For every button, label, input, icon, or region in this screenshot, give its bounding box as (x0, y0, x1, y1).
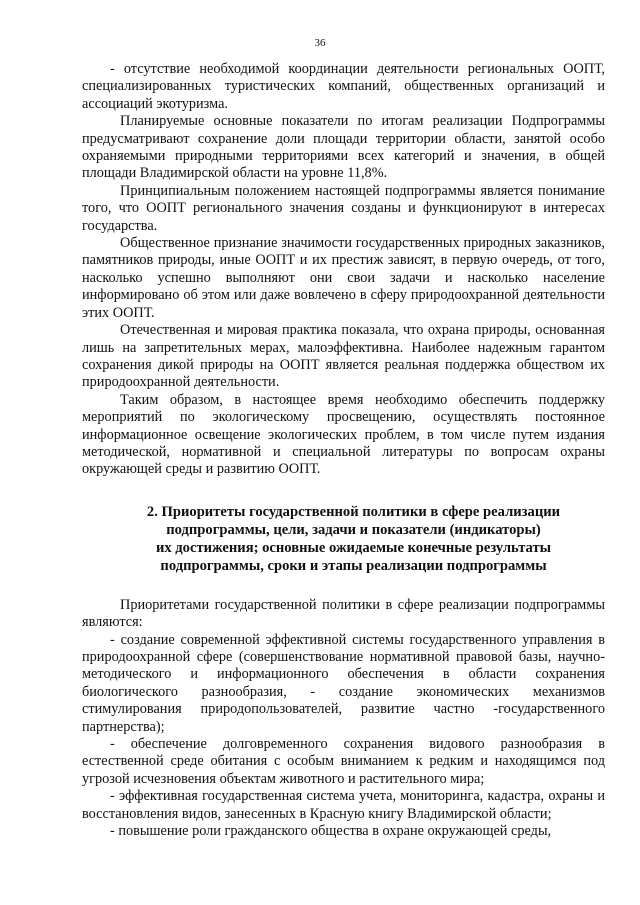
list-item-priority: - повышение роли гражданского общества в охране окружающей среды, (110, 823, 552, 840)
paragraph-indicators: Планируемые основные показатели по итогам реализации Подпрограммы предусматривают сохранение доли площади территории области, занятой особо охраняемыми природными территориями всех категорий и значения, в общей площади Владимирской области на уровне 11,8%. (82, 113, 605, 182)
section-heading-line: подпрограммы, цели, задачи и показатели (индикаторы) (166, 521, 541, 538)
paragraph-principle: Принципиальным положением настоящей подпрограммы является понимание того, что ООПТ регионального значения созданы и функционируют в интересах государства. (82, 182, 605, 234)
page-number: 36 (314, 37, 326, 49)
list-item-priority: - обеспечение долговременного сохранения видового разнообразия в естественной среде обитания с особым вниманием к редким и находящимся под угрозой исчезновения объектам животного и растительного мира; (82, 736, 605, 787)
paragraph-practice: Отечественная и мировая практика показала, что охрана природы, основанная лишь на запретительных мерах, малоэффективна. Наиболее надежным гарантом сохранения дикой природы на ООПТ является реальная поддержка обществом их природоохранной деятельности. (82, 322, 605, 391)
paragraph-coordination: - отсутствие необходимой координации деятельности региональных ООПТ, специализированных туристических компаний, общественных организаций и ассоциаций экотуризма. (82, 61, 605, 112)
section-heading-line: подпрограммы, сроки и этапы реализации подпрограммы (160, 557, 547, 574)
list-item-priority: - создание современной эффективной системы государственного управления в природоохранной сфере (совершенствование нормативной правовой базы, научно-методического и информационного обеспечения в области сохранения биологического разнообразия, - создание экономических механизмов стимулирования природопользователей, развитие частно -государственного партнерства); (82, 631, 605, 735)
page-content (82, 61, 605, 840)
paragraph-conclusion: Таким образом, в настоящее время необходимо обеспечить поддержку мероприятий по экологическому просвещению, осуществлять постоянное информационное освещение экологических проблем, в том числе путем издания методической, нормативной и специальной литературы по вопросам охраны окружающей среды и развитию ООПТ. (82, 391, 605, 478)
list-item-priority: - эффективная государственная система учета, мониторинга, кадастра, охраны и восстановления видов, занесенных в Красную книгу Владимирской области; (82, 788, 605, 822)
section-heading (82, 503, 605, 575)
paragraph-recognition: Общественное признание значимости государственных природных заказников, памятников природы, иные ООПТ и их престиж зависят, в первую очередь, от того, насколько успешно выполняют они свои задачи и насколько население информировано об этом или даже вовлечено в сферу природоохранной деятельности этих ООПТ. (82, 235, 605, 321)
section-heading-line: их достижения; основные ожидаемые конечные результаты (155, 539, 552, 556)
paragraph-priorities-intro: Приоритетами государственной политики в сфере реализации подпрограммы являются: (82, 596, 605, 631)
section-heading-line: 2. Приоритеты государственной политики в сфере реализации (146, 503, 561, 520)
